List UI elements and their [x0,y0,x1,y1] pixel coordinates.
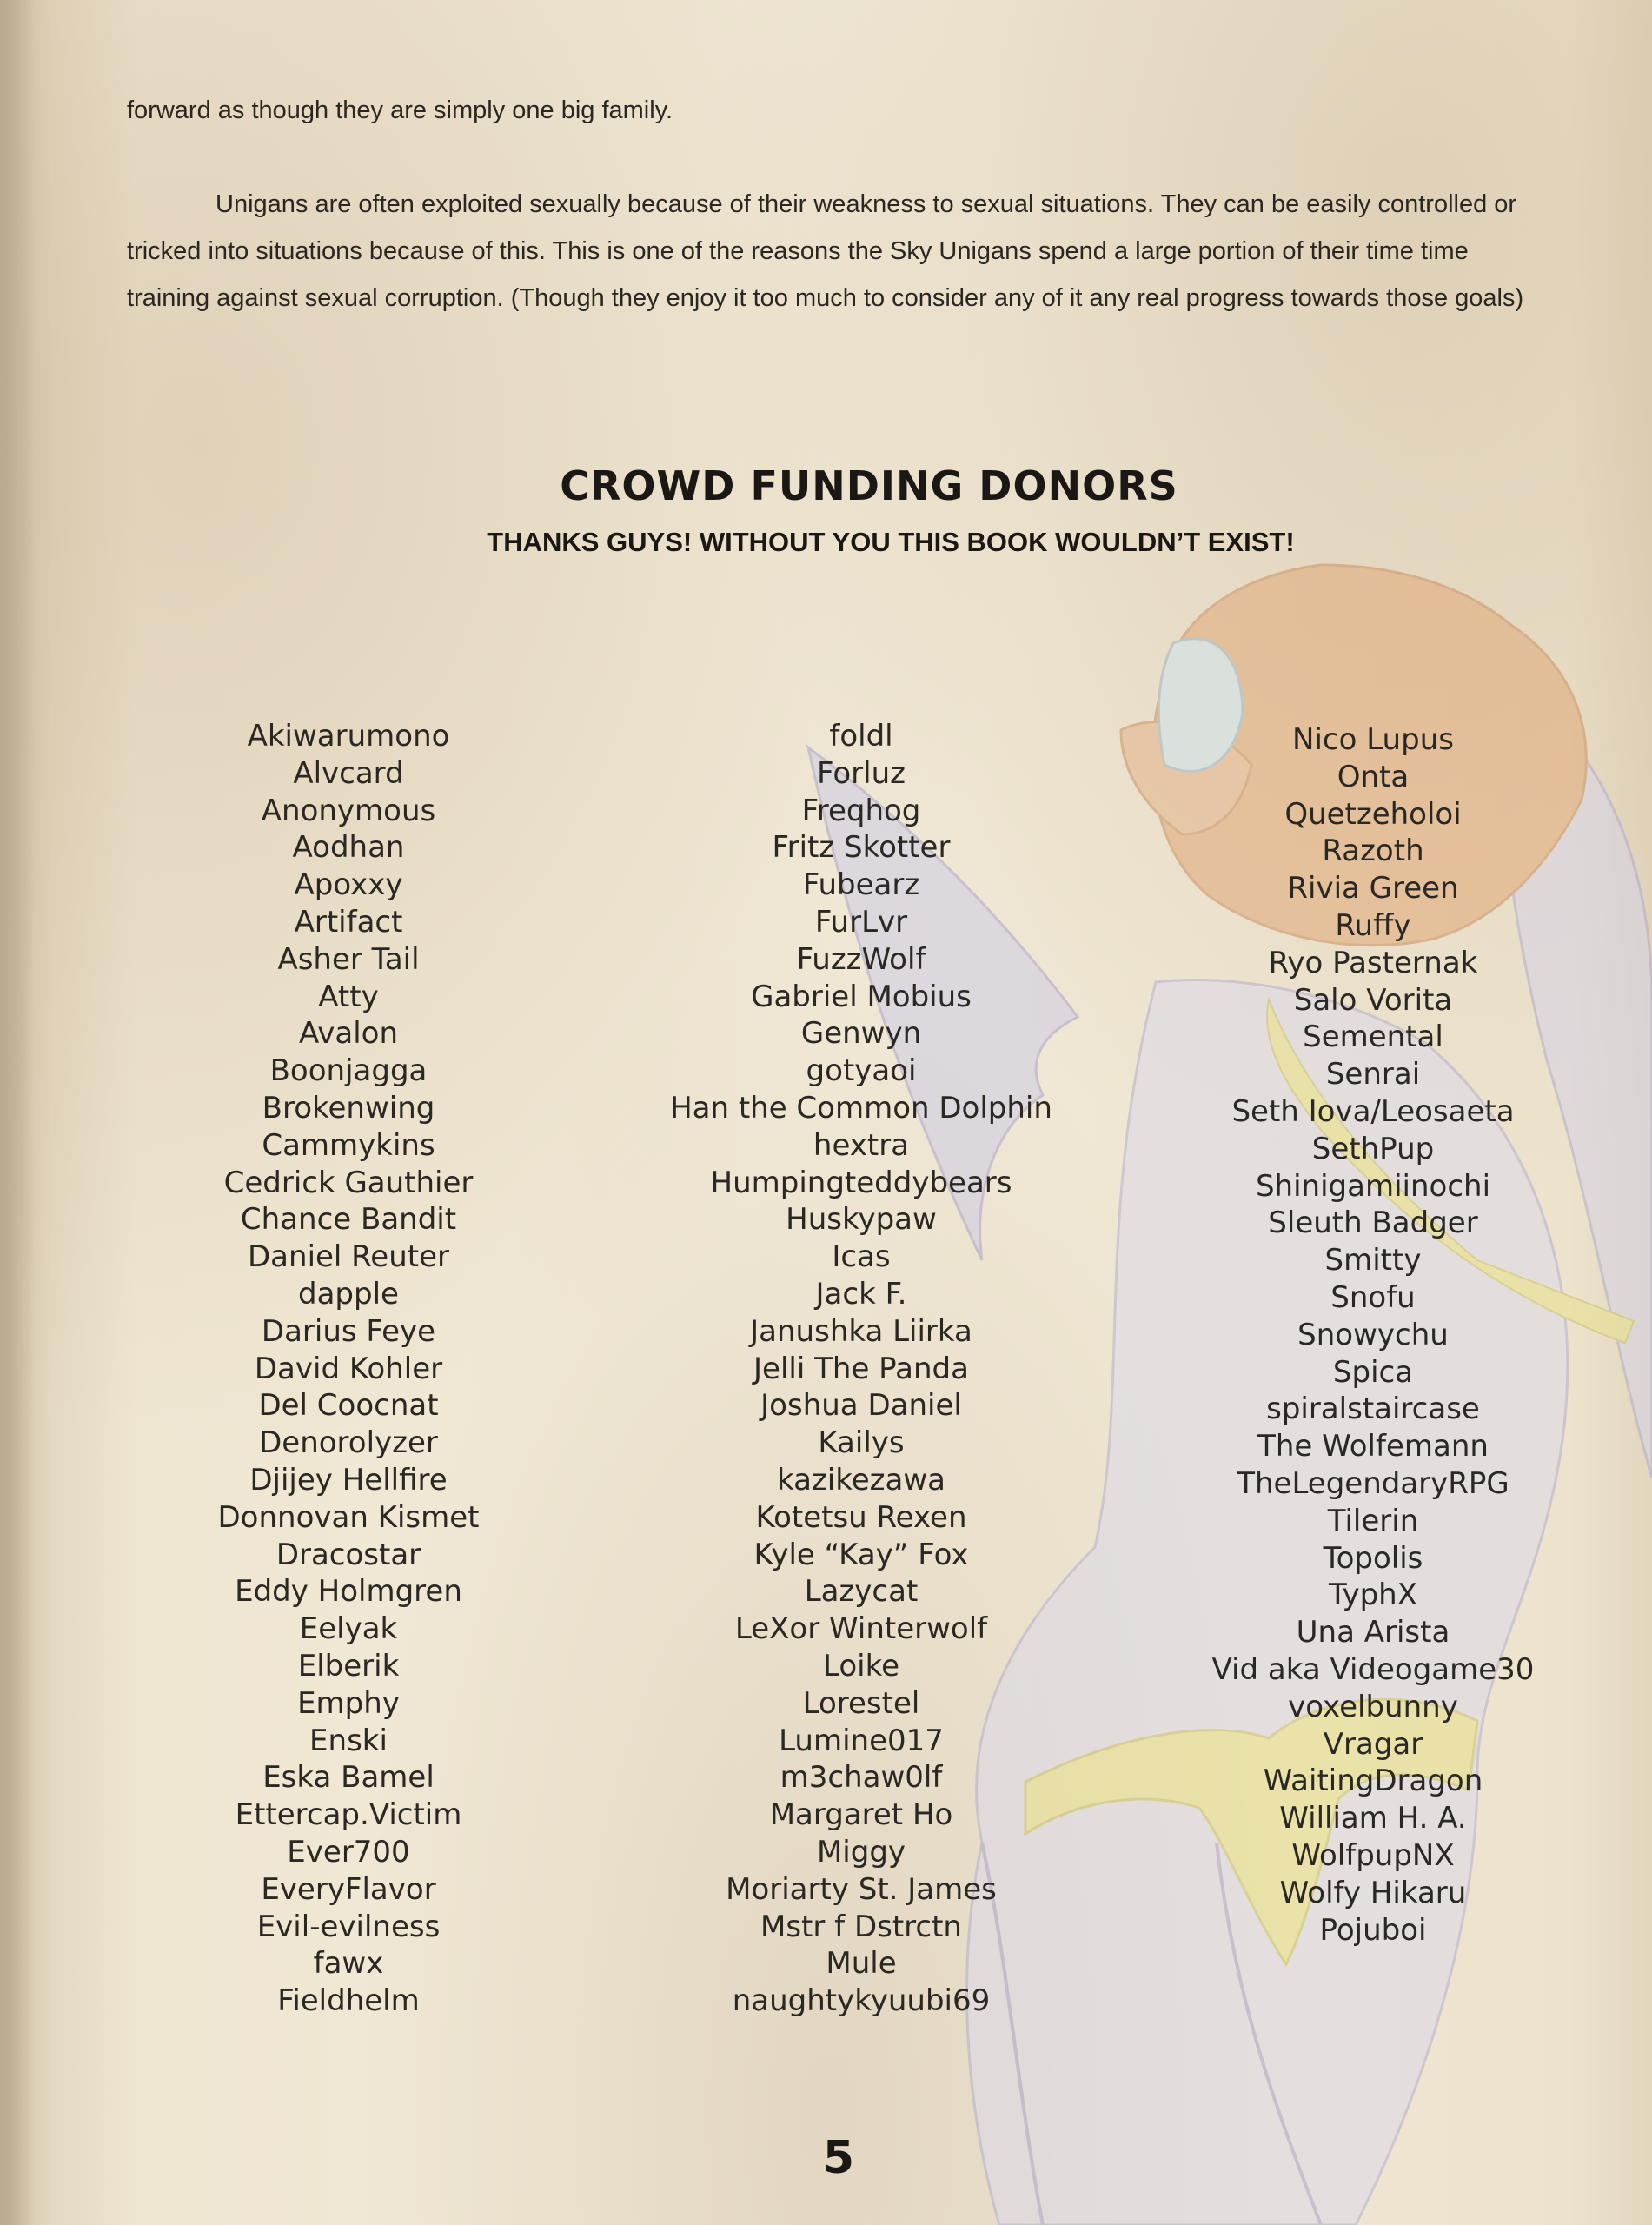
donor-name: Eelyak [299,1611,398,1647]
donor-name: Vid aka Videogame30 [1211,1651,1535,1687]
donor-name: Atty [318,979,379,1014]
donor-name: Topolis [1323,1540,1423,1576]
donor-name: naughtykyuubi69 [732,1983,991,2019]
donor-name: Tilerin [1327,1503,1419,1538]
donor-name: Lazycat [804,1574,919,1610]
donor-name: Eska Bamel [262,1760,435,1796]
donor-name: Mstr f Dstrctn [760,1909,962,1944]
donor-name: Kyle “Kay” Fox [753,1537,969,1572]
donor-name: Janushka Liirka [750,1313,972,1349]
section-title: CROWD FUNDING DONORS [560,462,1178,509]
intro-text [127,87,1535,322]
section-subtitle: THANKS GUYS! WITHOUT YOU THIS BOOK WOULDN’T EXIST! [487,527,1295,557]
donor-name: Aodhan [292,830,405,866]
donor-column-3 [1130,721,1616,1949]
donor-name: Evil-evilness [256,1909,441,1944]
intro-paragraph-2: Unigans are often exploited sexually because of their weakness to sexual situations. They can be easily controlled or tricked into situations because of this. This is one of the reasons the Sky Unigans spend a large portion of their time time training against sexual corruption. (Though they enjoy it too much to consider any of it any real progress towards those goals) [127,190,1524,312]
donor-name: TyphX [1328,1577,1418,1613]
donor-name: Moriarty St. James [726,1871,997,1907]
donor-name: Seth Iova/Leosaeta [1231,1093,1515,1129]
donor-name: foldl [829,719,893,754]
donor-name: Anonymous [261,793,436,828]
donor-name: Onta [1337,759,1410,794]
donor-name: Miggy [816,1834,906,1870]
donor-name: Icas [832,1239,891,1275]
donor-name: Semental [1303,1020,1443,1055]
donor-name: Alvcard [293,755,404,791]
donor-name: Lorestel [802,1685,920,1721]
donor-name: Lumine017 [779,1723,944,1758]
donor-name: Rivia Green [1287,871,1459,907]
donor-name: Senrai [1325,1057,1421,1093]
donor-name: Artifact [294,904,403,940]
donor-name: TheLegendaryRPG [1237,1465,1509,1501]
donor-name: Fritz Skotter [772,830,951,866]
donor-name: Kotetsu Rexen [755,1499,967,1535]
donor-name: Apoxxy [294,867,403,903]
donor-name: Vragar [1323,1726,1423,1762]
donor-name: kazikezawa [777,1462,945,1498]
donor-name: Djijey Hellfire [249,1462,448,1498]
donor-name: Loike [823,1648,899,1684]
donor-name: m3chaw0lf [780,1760,943,1796]
donor-name: Avalon [298,1016,399,1052]
donor-name: Quetzeholoi [1284,796,1462,832]
donor-name: Cammykins [262,1127,435,1163]
donor-name: Huskypaw [786,1202,937,1238]
donor-name: Snowychu [1297,1317,1449,1352]
donor-name: Nico Lupus [1292,722,1454,757]
donor-name: FurLvr [814,904,908,940]
donor-name: Cedrick Gauthier [223,1165,474,1200]
donor-name: Brokenwing [262,1090,435,1126]
donor-column-2 [618,718,1105,2020]
donor-name: The Wolfemann [1257,1429,1489,1465]
donor-name: Fubearz [802,867,920,903]
donor-name: Snofu [1330,1279,1416,1315]
donor-name: Elberik [297,1648,400,1684]
donor-name: hextra [813,1127,910,1163]
donor-name: fawx [313,1946,384,1982]
donor-name: Jack F. [815,1276,907,1312]
donor-name: voxelbunny [1288,1689,1458,1724]
donor-name: EveryFlavor [261,1871,436,1907]
donor-name: William H. A. [1279,1801,1467,1836]
donor-name: Genwyn [800,1016,922,1052]
donor-name: Dracostar [275,1537,421,1572]
donor-name: Smitty [1324,1243,1422,1279]
donor-name: gotyaoi [806,1053,917,1089]
donor-name: Ryo Pasternak [1268,945,1478,980]
donor-name: Pojuboi [1319,1912,1427,1948]
donor-name: Sleuth Badger [1268,1205,1478,1241]
donor-name: Donnovan Kismet [217,1499,480,1535]
donor-name: Joshua Daniel [760,1388,962,1424]
donor-name: WolfpupNX [1291,1837,1455,1873]
donor-name: Akiwarumono [247,719,450,754]
donor-name: Emphy [297,1685,400,1721]
donor-name: Eddy Holmgren [235,1574,462,1610]
donor-name: Humpingteddybears [710,1165,1012,1200]
donor-name: Asher Tail [277,941,420,977]
donor-name: Salo Vorita [1293,982,1453,1018]
donor-name: Boonjagga [269,1053,428,1089]
donor-name: LeXor Winterwolf [734,1611,988,1647]
donor-column-1 [105,718,592,2020]
donor-name: Spica [1332,1354,1414,1390]
donor-name: Razoth [1322,834,1424,869]
donor-name: Gabriel Mobius [751,979,972,1014]
donor-name: dapple [298,1276,399,1312]
donor-name: Shinigamiinochi [1255,1168,1491,1204]
donor-name: Ruffy [1335,907,1411,943]
donor-name: SethPup [1311,1131,1435,1166]
donor-name: Jelli The Panda [753,1351,969,1386]
donor-name: Han the Common Dolphin [670,1090,1052,1126]
donor-name: Kailys [818,1425,905,1461]
donor-name: Del Coocnat [258,1388,439,1424]
donor-name: Margaret Ho [769,1797,953,1833]
donor-name: Ever700 [287,1834,410,1870]
donor-name: Denorolyzer [259,1425,438,1461]
donor-name: Mule [826,1946,897,1982]
donor-name: Fieldhelm [277,1983,420,2019]
donor-name: David Kohler [254,1351,443,1386]
donor-name: Ettercap.Victim [235,1797,462,1833]
donor-name: FuzzWolf [796,941,926,977]
donor-name: Freqhog [801,793,921,828]
donor-name: Daniel Reuter [248,1239,449,1275]
donor-name: spiralstaircase [1266,1391,1480,1427]
donor-name: Chance Bandit [240,1202,457,1238]
donor-name: Forluz [817,755,906,791]
donor-name: Enski [309,1723,388,1758]
donor-name: Una Arista [1296,1615,1450,1650]
donor-name: Darius Feye [261,1313,436,1349]
donor-name: WaitingDragon [1263,1763,1483,1799]
donor-name: Wolfy Hikaru [1279,1875,1467,1910]
page-number: 5 [822,2132,855,2184]
intro-paragraph-1: forward as though they are simply one big family. [127,96,673,124]
